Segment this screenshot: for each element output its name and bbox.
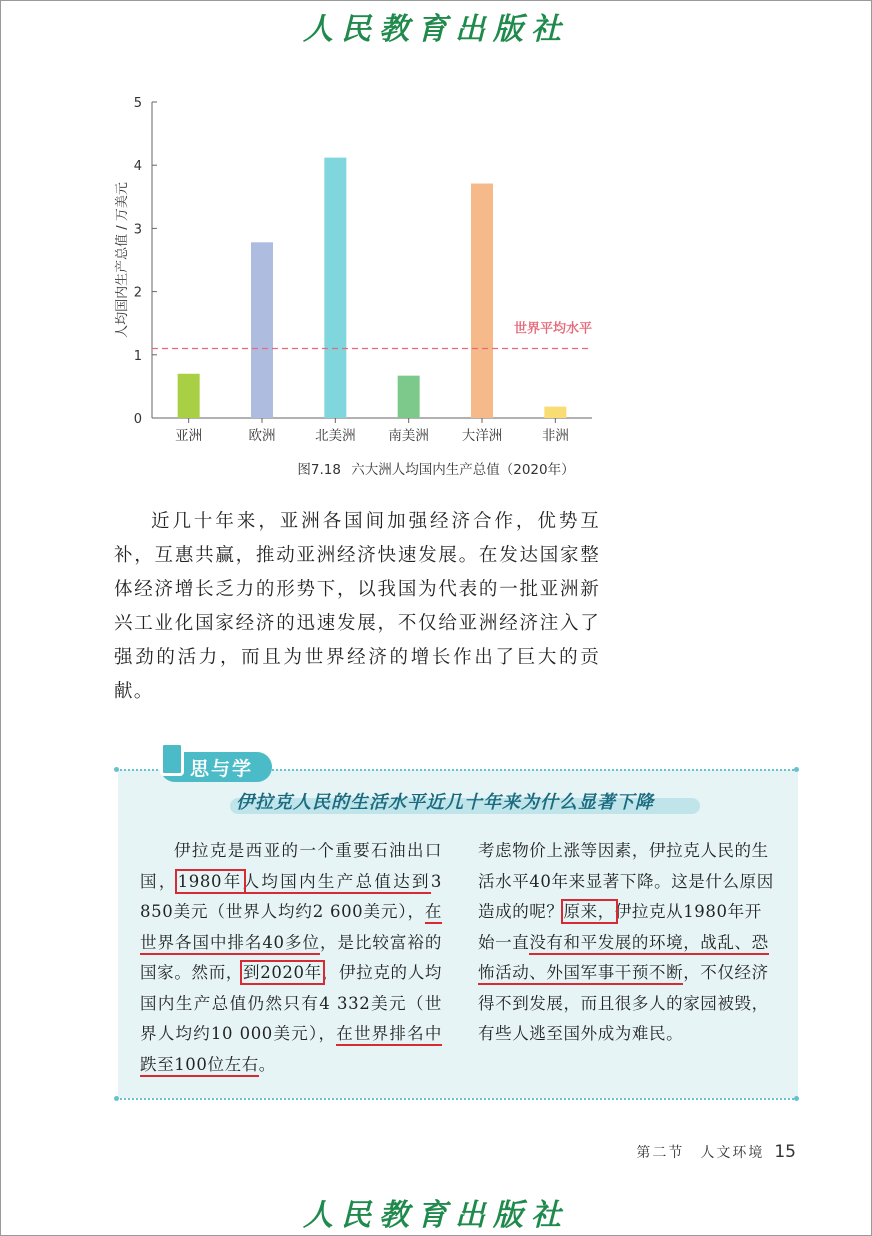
x-tick-label: 欧洲 — [248, 428, 276, 444]
bar-chart — [100, 88, 620, 458]
y-tick-label: 3 — [133, 222, 142, 238]
dot-end — [794, 1096, 799, 1101]
text-run: ，不仅经济得不到发展，而且很多人的家园被毁，有些人逃至国外成为难民。 — [478, 963, 769, 1043]
y-tick-label: 0 — [133, 412, 142, 427]
dot-end — [114, 1096, 119, 1101]
text-run: ，伊拉克的人均国内生产总值仍然只有4 332美元（世界人均约10 000美元）， — [140, 963, 442, 1043]
text-run: 伊拉克从1980年开始一直 — [478, 902, 762, 952]
x-tick-label: 亚洲 — [175, 428, 203, 444]
y-tick-label: 4 — [133, 159, 142, 175]
dot-end — [794, 767, 799, 772]
underlined-text: 没有和平发展的环境，战乱、恐怖活动、外国军事干预不断 — [478, 933, 769, 986]
underlined-text: 人均国内生产总值达到 — [243, 872, 431, 894]
book-icon — [160, 742, 184, 776]
bar-非洲 — [544, 407, 566, 418]
bar-亚洲 — [178, 374, 200, 418]
badge-label: 思与学 — [190, 758, 254, 780]
bar-北美洲 — [324, 158, 346, 418]
page-footer — [636, 1142, 796, 1162]
text-run: 3 850美元（世界人均约2 600美元）， — [140, 871, 442, 921]
box-right-column — [478, 836, 778, 1050]
bar-大洋洲 — [471, 184, 493, 418]
dot-end — [114, 767, 119, 772]
x-tick-label: 非洲 — [541, 428, 569, 444]
boxed-year-2020: 到2020年 — [243, 963, 322, 982]
box-left-column — [140, 836, 442, 1080]
box-bottom-border — [116, 1098, 798, 1100]
underlined-text: 在世界各国中排名40多位 — [140, 902, 442, 955]
boxed-text: 原来， — [563, 902, 615, 921]
x-tick-label: 北美洲 — [315, 428, 356, 444]
bar-欧洲 — [251, 242, 273, 418]
figure-caption — [0, 458, 872, 478]
world-average-label: 世界平均水平 — [513, 321, 592, 337]
box-title: 伊拉克人民的生活水平近几十年来为什么显著下降 — [236, 792, 654, 813]
page-number: 15 — [774, 1142, 796, 1162]
text-run: 考虑物价上涨等因素，伊拉克人民的生活水平40年来显著下降。这是什么原因造成的呢？ — [478, 841, 774, 921]
x-tick-label: 大洋洲 — [461, 428, 503, 444]
text-run: 伊拉克是西亚的一个重要石油出口国， — [140, 841, 442, 891]
boxed-year-1980: 1980年 — [177, 871, 243, 891]
section-title: 第二节 人文环境 — [636, 1145, 765, 1161]
x-tick-label: 南美洲 — [388, 428, 429, 444]
underlined-text: 在世界排名中跌至100位左右 — [140, 1024, 442, 1077]
text-run: 。 — [258, 1054, 276, 1074]
y-axis-label: 人均国内生产总值 / 万美元 — [115, 182, 130, 338]
bar-南美洲 — [398, 376, 420, 418]
y-tick-label: 2 — [133, 285, 142, 301]
publisher-logo-bottom: 人民教育出版社 — [303, 1198, 569, 1233]
figure-title: 六大洲人均国内生产总值（2020年） — [351, 462, 575, 478]
publisher-logo-top: 人民教育出版社 — [303, 12, 569, 47]
text-run: ，是比较富裕的国家。然而， — [140, 932, 442, 982]
figure-number: 图7.18 — [297, 462, 341, 478]
y-tick-label: 5 — [133, 96, 142, 111]
body-paragraph: 近几十年来，亚洲各国间加强经济合作，优势互补，互惠共赢，推动亚洲经济快速发展。在发达国家整体经济增长乏力的形势下，以我国为代表的一批亚洲新兴工业化国家经济的迅速发展，不仅给亚洲经济注入了强劲的活力，而且为世界经济的增长作出了巨大的贡献。 — [114, 511, 600, 702]
y-tick-label: 1 — [133, 348, 142, 364]
